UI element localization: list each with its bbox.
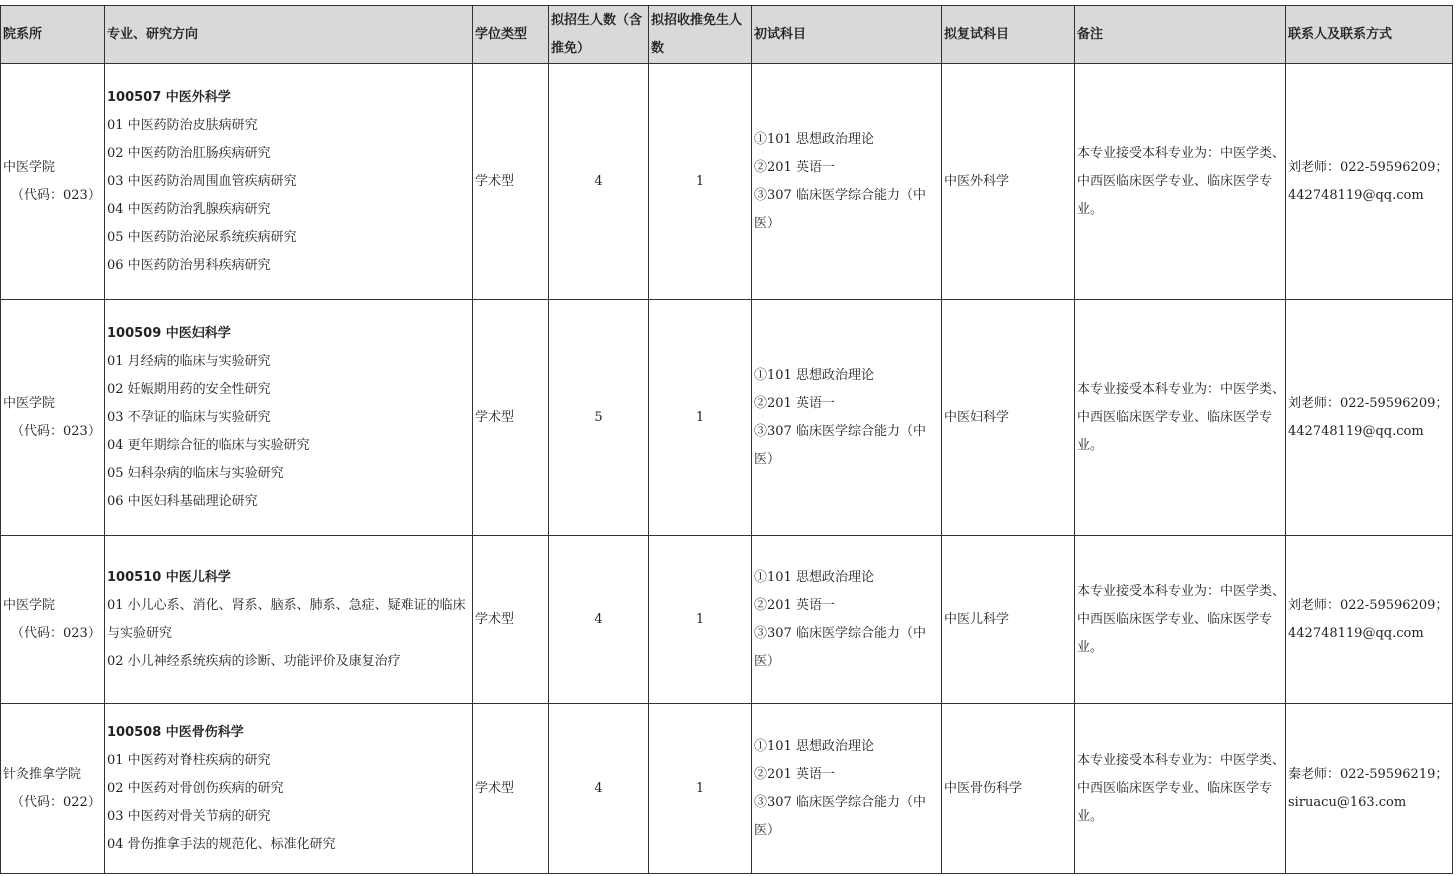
- direction-item: 04 中医药防治乳腺疾病研究: [107, 201, 271, 217]
- major-title: 100509 中医妇科学: [107, 325, 231, 341]
- direction-item: 04 更年期综合征的临床与实验研究: [107, 437, 310, 453]
- header-row: [1, 6, 1453, 64]
- header-retest: 拟复试科目: [942, 6, 1075, 64]
- major-cell: [105, 704, 473, 874]
- direction-item: 06 中医妇科基础理论研究: [107, 493, 258, 509]
- dept-name: 中医学院: [3, 597, 56, 613]
- table-row: [1, 300, 1453, 536]
- header-dept: 院系所: [1, 6, 105, 64]
- contact-cell: 刘老师：022-59596209；442748119@qq.com: [1286, 300, 1453, 536]
- header-degree: 学位类型: [473, 6, 549, 64]
- header-quota: 拟招生人数（含推免）: [549, 6, 649, 64]
- contact-cell: 秦老师：022-59596219；siruacu@163.com: [1286, 704, 1453, 874]
- dept-code: （代码：023）: [11, 625, 101, 641]
- note-cell: 本专业接受本科专业为：中医学类、中西医临床医学专业、临床医学专业。: [1075, 300, 1286, 536]
- dept-name: 中医学院: [3, 159, 56, 175]
- degree-cell: 学术型: [473, 704, 549, 874]
- header-exempt: 拟招收推免生人数: [649, 6, 752, 64]
- major-cell: [105, 300, 473, 536]
- exempt-cell: 1: [649, 64, 752, 300]
- direction-item: 03 中医药防治周围血管疾病研究: [107, 173, 297, 189]
- exam-item: ②201 英语一: [754, 395, 835, 411]
- direction-item: 06 中医药防治男科疾病研究: [107, 257, 271, 273]
- quota-cell: 4: [549, 704, 649, 874]
- dept-cell: [1, 300, 105, 536]
- major-title: 100508 中医骨伤科学: [107, 724, 244, 740]
- degree-cell: 学术型: [473, 536, 549, 704]
- note-cell: 本专业接受本科专业为：中医学类、中西医临床医学专业、临床医学专业。: [1075, 536, 1286, 704]
- major-cell: [105, 536, 473, 704]
- exam-item: ①101 思想政治理论: [754, 738, 874, 754]
- retest-cell: 中医外科学: [942, 64, 1075, 300]
- exam-item: ③307 临床医学综合能力（中医）: [754, 187, 926, 231]
- dept-name: 中医学院: [3, 395, 56, 411]
- note-cell: 本专业接受本科专业为：中医学类、中西医临床医学专业、临床医学专业。: [1075, 64, 1286, 300]
- direction-item: 03 中医药对骨关节病的研究: [107, 808, 271, 824]
- exams-cell: [752, 536, 942, 704]
- direction-item: 02 中医药防治肛肠疾病研究: [107, 145, 271, 161]
- dept-cell: [1, 64, 105, 300]
- dept-name: 针灸推拿学院: [3, 766, 82, 782]
- direction-item: 04 骨伤推拿手法的规范化、标准化研究: [107, 836, 336, 852]
- direction-item: 02 中医药对骨创伤疾病的研究: [107, 780, 284, 796]
- quota-cell: 4: [549, 536, 649, 704]
- exam-item: ①101 思想政治理论: [754, 569, 874, 585]
- direction-item: 01 月经病的临床与实验研究: [107, 353, 271, 369]
- table-row: [1, 536, 1453, 704]
- direction-item: 02 妊娠期用药的安全性研究: [107, 381, 271, 397]
- exam-item: ②201 英语一: [754, 159, 835, 175]
- direction-item: 05 中医药防治泌尿系统疾病研究: [107, 229, 297, 245]
- degree-cell: 学术型: [473, 300, 549, 536]
- direction-item: 01 中医药防治皮肤病研究: [107, 117, 258, 133]
- major-cell: [105, 64, 473, 300]
- table-row: [1, 64, 1453, 300]
- contact-cell: 刘老师：022-59596209；442748119@qq.com: [1286, 536, 1453, 704]
- direction-item: 01 中医药对脊柱疾病的研究: [107, 752, 271, 768]
- major-title: 100510 中医儿科学: [107, 569, 231, 585]
- direction-item: 01 小儿心系、消化、肾系、脑系、肺系、急症、疑难证的临床与实验研究: [107, 597, 466, 641]
- retest-cell: 中医儿科学: [942, 536, 1075, 704]
- dept-cell: [1, 536, 105, 704]
- degree-cell: 学术型: [473, 64, 549, 300]
- exams-cell: [752, 300, 942, 536]
- dept-code: （代码：023）: [11, 187, 101, 203]
- exempt-cell: 1: [649, 704, 752, 874]
- exam-item: ③307 临床医学综合能力（中医）: [754, 794, 926, 838]
- dept-code: （代码：023）: [11, 423, 101, 439]
- exempt-cell: 1: [649, 536, 752, 704]
- admissions-table: [0, 5, 1453, 874]
- exams-cell: [752, 704, 942, 874]
- retest-cell: 中医骨伤科学: [942, 704, 1075, 874]
- header-note: 备注: [1075, 6, 1286, 64]
- exam-item: ③307 临床医学综合能力（中医）: [754, 423, 926, 467]
- exempt-cell: 1: [649, 300, 752, 536]
- exam-item: ①101 思想政治理论: [754, 131, 874, 147]
- dept-code: （代码：022）: [11, 794, 101, 810]
- table-row: [1, 704, 1453, 874]
- major-title: 100507 中医外科学: [107, 89, 231, 105]
- exam-item: ③307 临床医学综合能力（中医）: [754, 625, 926, 669]
- retest-cell: 中医妇科学: [942, 300, 1075, 536]
- exam-item: ②201 英语一: [754, 597, 835, 613]
- header-contact: 联系人及联系方式: [1286, 6, 1453, 64]
- header-major: 专业、研究方向: [105, 6, 473, 64]
- direction-item: 02 小儿神经系统疾病的诊断、功能评价及康复治疗: [107, 653, 401, 669]
- direction-item: 03 不孕证的临床与实验研究: [107, 409, 271, 425]
- exam-item: ①101 思想政治理论: [754, 367, 874, 383]
- note-cell: 本专业接受本科专业为：中医学类、中西医临床医学专业、临床医学专业。: [1075, 704, 1286, 874]
- quota-cell: 4: [549, 64, 649, 300]
- exams-cell: [752, 64, 942, 300]
- dept-cell: [1, 704, 105, 874]
- contact-cell: 刘老师：022-59596209；442748119@qq.com: [1286, 64, 1453, 300]
- direction-item: 05 妇科杂病的临床与实验研究: [107, 465, 284, 481]
- header-exams: 初试科目: [752, 6, 942, 64]
- exam-item: ②201 英语一: [754, 766, 835, 782]
- quota-cell: 5: [549, 300, 649, 536]
